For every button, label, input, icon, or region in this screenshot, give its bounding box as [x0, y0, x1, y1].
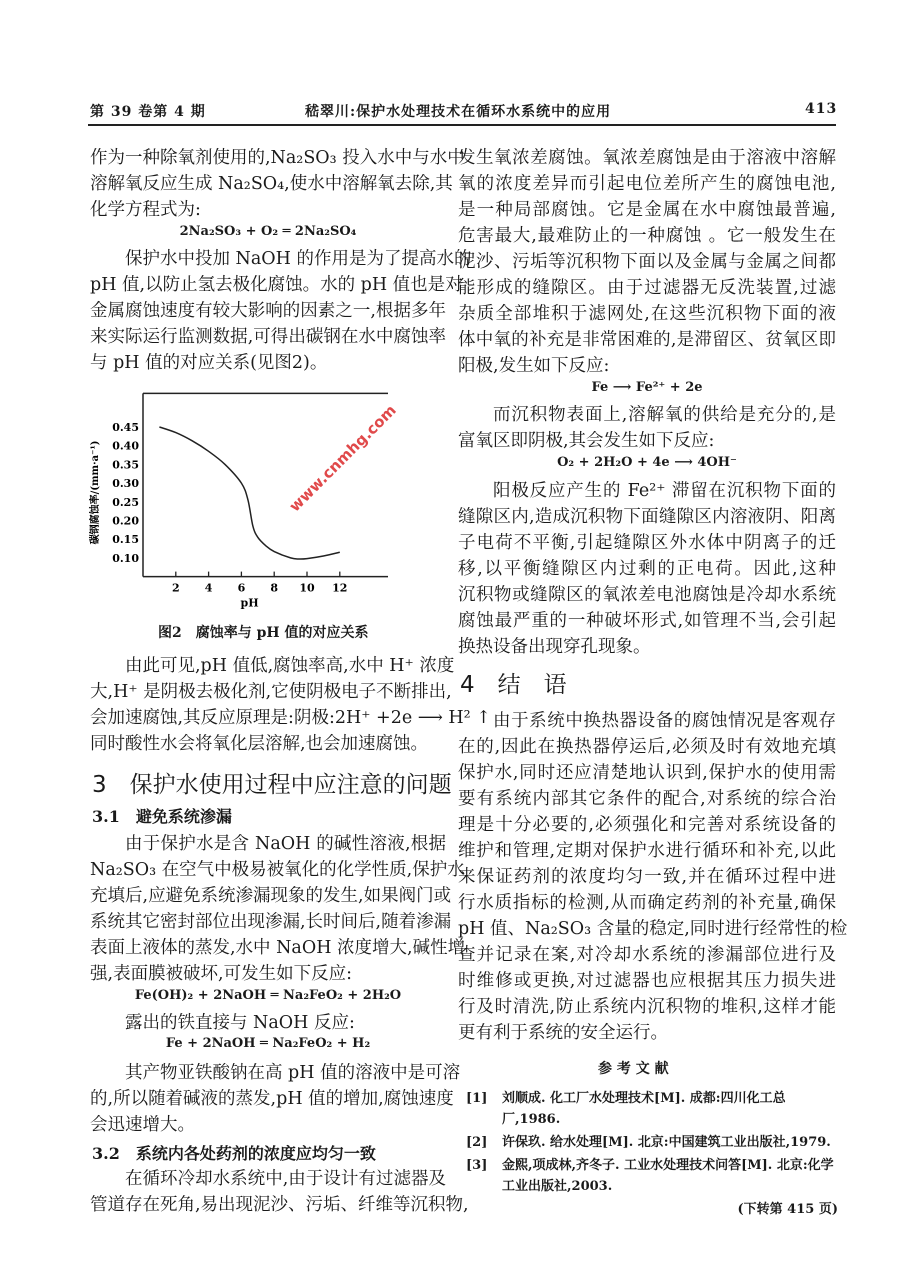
paragraph	[90, 246, 472, 376]
paragraph	[90, 653, 491, 757]
paragraph	[90, 1166, 469, 1218]
text-line: 由于保护水是含 NaOH 的碱性溶液,根据	[125, 834, 446, 854]
text-line: 子电荷不平衡,引起缝隙区外水体中阴离子的迁	[458, 533, 836, 553]
text-line: 体中氧的补充是非常困难的,是滞留区、贫氧区即	[458, 330, 836, 350]
text-line: 会加速腐蚀,其反应原理是:阴极:2H⁺ +2e ⟶ H² ↑	[90, 708, 491, 728]
paragraph	[90, 145, 465, 223]
text-line: 行及时清洗,防止系统内沉积物的堆积,这样才能	[458, 997, 836, 1017]
reference-number: [2]	[466, 1135, 488, 1150]
y-tick-label: 0.40	[112, 439, 139, 453]
text-line: 的,所以随着碱液的蒸发,pH 值的增加,腐蚀速度	[90, 1089, 454, 1109]
reference-number: [1]	[466, 1091, 488, 1106]
y-tick-label: 0.25	[112, 495, 139, 509]
watermark: www.cnmhg.com	[285, 401, 400, 516]
reference-item	[466, 1088, 838, 1130]
y-tick-label: 0.20	[112, 514, 139, 528]
reference-number: [3]	[466, 1158, 488, 1173]
equation: Fe ⟶ Fe²⁺ + 2e	[591, 380, 703, 395]
x-tick-label: 10	[299, 581, 315, 595]
text-line: 危害最大,最难防止的一种腐蚀 。它一般发生在	[458, 226, 836, 246]
figure-2-chart	[88, 380, 398, 615]
running-title: 嵇翠川:保护水处理技术在循环水系统中的应用	[305, 104, 612, 120]
y-tick-label: 0.45	[112, 421, 139, 434]
text-line: 金属腐蚀速度有较大影响的因素之一,根据多年	[90, 301, 446, 321]
journal-issue: 第 39 卷第 4 期	[90, 104, 206, 120]
reference-item	[466, 1155, 838, 1197]
text-line: 时维修或更换,对过滤器也应根据其压力损失进	[458, 971, 836, 991]
y-tick-label: 0.10	[112, 551, 139, 565]
text-line: 溶解氧反应生成 Na₂SO₄,使水中溶解氧去除,其	[90, 174, 453, 194]
paragraph	[458, 402, 836, 454]
equation: Fe + 2NaOH ═ Na₂FeO₂ + H₂	[165, 1036, 371, 1051]
text-line: 移,以平衡缝隙区内过剩的正电荷。因此,这种	[458, 559, 836, 579]
figure-caption: 图2 腐蚀率与 pH 值的对应关系	[158, 625, 369, 641]
text-line: 阳极,发生如下反应:	[458, 356, 610, 376]
text-line: 由此可见,pH 值低,腐蚀率高,水中 H⁺ 浓度	[125, 656, 455, 676]
text-line: 强,表面膜被破坏,可发生如下反应:	[90, 964, 353, 984]
text-line: 会迅速增大。	[90, 1115, 195, 1135]
text-line: 在循环冷却水系统中,由于设计有过滤器及	[125, 1169, 446, 1189]
paragraph	[90, 1010, 446, 1036]
text-line: 发生氧浓差腐蚀。氧浓差腐蚀是由于溶液中溶解	[458, 148, 836, 168]
equation: 2Na₂SO₃ + O₂ ═ 2Na₂SO₄	[179, 224, 357, 239]
text-line: Na₂SO₃ 在空气中极易被氧化的化学性质,保护水	[90, 860, 465, 880]
text-line: pH 值,以防止氢去极化腐蚀。水的 pH 值也是对	[90, 275, 463, 295]
page-number: 413	[805, 101, 838, 117]
text-line: 充填后,应避免系统渗漏现象的发生,如果阀门或	[90, 886, 452, 906]
x-tick-label: 2	[171, 581, 180, 595]
text-line: 能形成的缝隙区。由于过滤器无反洗装置,过滤	[458, 278, 836, 298]
x-tick-label: 12	[332, 581, 348, 595]
x-tick-label: 4	[204, 581, 213, 595]
text-line: 维护和管理,定期对保护水进行循环和补充,以此	[458, 841, 836, 861]
y-tick-label: 0.35	[112, 458, 139, 472]
equation: Fe(OH)₂ + 2NaOH ═ Na₂FeO₂ + 2H₂O	[134, 988, 402, 1003]
text-line: 而沉积物表面上,溶解氧的供给是充分的,是	[493, 405, 836, 425]
x-axis-label: pH	[240, 596, 259, 610]
text-line: 缝隙区内,造成沉积物下面缝隙区内溶液阴、阳离	[458, 507, 836, 527]
text-line: 来保证药剂的浓度均匀一致,并在循环过程中进	[458, 867, 836, 887]
text-line: 理是十分必要的,必须强化和完善对系统设备的	[458, 815, 836, 835]
continued-note: (下转第 415 页)	[737, 1202, 838, 1217]
section-heading: 4 结 语	[460, 672, 567, 698]
text-line: 与 pH 值的对应关系(见图2)。	[90, 353, 328, 373]
reference-text: 刘顺成. 化工厂水处理技术[M]. 成都:四川化工总厂,1986.	[502, 1091, 786, 1127]
y-tick-label: 0.15	[112, 533, 139, 547]
text-line: 来实际运行监测数据,可得出碳钢在水中腐蚀率	[90, 327, 446, 347]
text-line: 管道存在死角,易出现泥沙、污垢、纤维等沉积物,	[90, 1195, 469, 1215]
text-line: 在的,因此在换热器停运后,必须及时有效地充填	[458, 737, 836, 757]
reference-list	[466, 1088, 838, 1220]
text-line: 行水质指标的检测,从而确定药剂的补充量,确保	[458, 893, 836, 913]
reference-text: 金熙,项成林,齐冬子. 工业水处理技术问答[M]. 北京:化学工业出版社,2003.	[502, 1158, 834, 1194]
equation: O₂ + 2H₂O + 4e ⟶ 4OH⁻	[557, 455, 737, 470]
paragraph	[458, 145, 836, 379]
text-line: 是一种局部腐蚀。它是金属在水中腐蚀最普遍,	[458, 200, 836, 220]
text-line: 保护水中投加 NaOH 的作用是为了提高水的	[125, 249, 472, 269]
text-line: 查并记录在案,对冷却水系统的渗漏部位进行及	[458, 945, 836, 965]
text-line: 更有利于系统的安全运行。	[458, 1023, 668, 1043]
text-line: 泥沙、污垢等沉积物下面以及金属与金属之间都	[458, 252, 836, 272]
text-line: 杂质全部堆积于滤网处,在这些沉积物下面的液	[458, 304, 836, 324]
text-line: 其产物亚铁酸钠在高 pH 值的溶液中是可溶	[125, 1063, 461, 1083]
text-line: 露出的铁直接与 NaOH 反应:	[125, 1013, 355, 1033]
text-line: 保护水,同时还应清楚地认识到,保护水的使用需	[458, 763, 836, 783]
text-line: 换热设备出现穿孔现象。	[458, 637, 651, 657]
text-line: 大,H⁺ 是阴极去极化剂,它使阴极电子不断排出,	[90, 682, 452, 702]
paragraph	[90, 831, 466, 987]
text-line: 富氧区即阴极,其会发生如下反应:	[458, 431, 715, 451]
text-line: 系统其它密封部位出现渗漏,长时间后,随着渗漏	[90, 912, 452, 932]
x-tick-label: 6	[237, 581, 246, 595]
paragraph	[90, 1060, 461, 1138]
reference-item	[466, 1132, 838, 1153]
x-tick-label: 8	[270, 581, 279, 595]
reference-text: 许保玖. 给水处理[M]. 北京:中国建筑工业出版社,1979.	[502, 1135, 831, 1150]
subsection-heading: 3.1 避免系统渗漏	[92, 807, 232, 826]
text-line: 氧的浓度差异而引起电位差所产生的腐蚀电池,	[458, 174, 836, 194]
y-axis-label: 碳钢腐蚀率/(mm·a⁻¹)	[90, 440, 101, 545]
section-heading: 3 保护水使用过程中应注意的问题	[92, 772, 452, 798]
paragraph	[458, 708, 848, 1046]
text-line: 同时酸性水会将氧化层溶解,也会加速腐蚀。	[90, 734, 429, 754]
text-line: pH 值、Na₂SO₃ 含量的稳定,同时进行经常性的检	[458, 919, 848, 939]
text-line: 腐蚀最严重的一种破坏形式,如管理不当,会引起	[458, 611, 836, 631]
y-tick-label: 0.30	[112, 477, 139, 491]
text-line: 沉积物或缝隙区的氧浓差电池腐蚀是冷却水系统	[458, 585, 836, 605]
text-line: 表面上液体的蒸发,水中 NaOH 浓度增大,碱性增	[90, 938, 466, 958]
text-line: 由于系统中换热器设备的腐蚀情况是客观存	[493, 711, 836, 731]
subsection-heading: 3.2 系统内各处药剂的浓度应均匀一致	[92, 1144, 376, 1163]
header-rule	[88, 124, 836, 126]
text-line: 阳极反应产生的 Fe²⁺ 滞留在沉积物下面的	[493, 481, 836, 501]
paragraph	[458, 478, 836, 660]
references-title: 参 考 文 献	[598, 1061, 669, 1077]
text-line: 作为一种除氧剂使用的,Na₂SO₃ 投入水中与水中	[90, 148, 465, 168]
text-line: 要有系统内部其它条件的配合,对系统的综合治	[458, 789, 836, 809]
text-line: 化学方程式为:	[90, 200, 201, 220]
